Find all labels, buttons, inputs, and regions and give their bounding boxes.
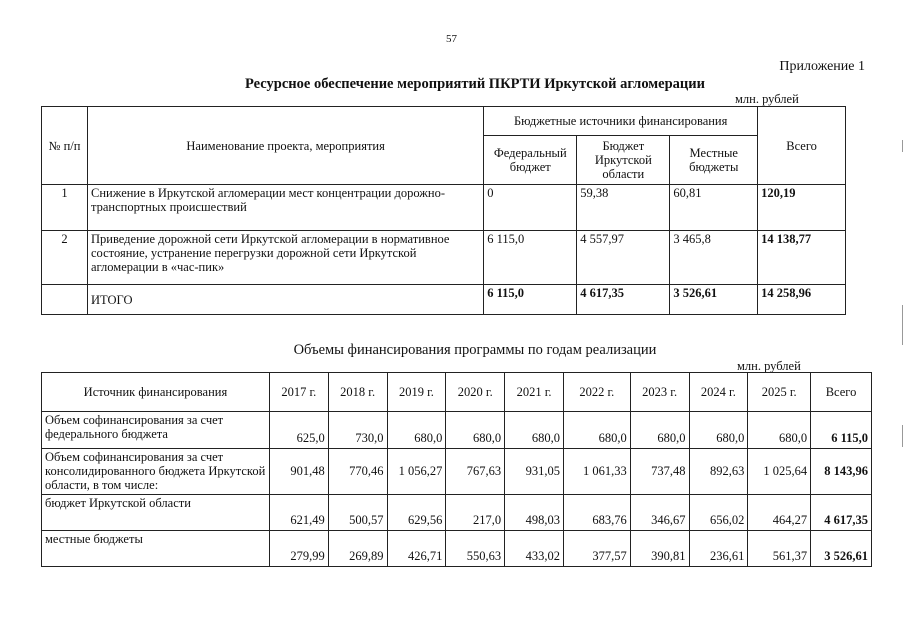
row-value: 1 056,27: [387, 449, 446, 495]
row-federal: 6 115,0: [484, 231, 577, 285]
row-value: 680,0: [387, 412, 446, 449]
header-year: 2021 г.: [505, 373, 564, 412]
row-name: Приведение дорожной сети Иркутской агломерации в нормативное состояние, устранение перегрузки дорожной сети Иркутской агломерации в «час-пик»: [88, 231, 484, 285]
row-value: 1 061,33: [563, 449, 630, 495]
scan-edge-mark: [902, 140, 903, 152]
row-value: 426,71: [387, 531, 446, 567]
table2-title: Объемы финансирования программы по годам реализации: [293, 342, 657, 358]
total-local: 3 526,61: [670, 285, 758, 315]
row-value: 767,63: [446, 449, 505, 495]
row-value: 629,56: [387, 495, 446, 531]
table-row: [42, 412, 872, 449]
row-value: 433,02: [505, 531, 564, 567]
header-year: 2019 г.: [387, 373, 446, 412]
row-source: Объем софинансирования за счет федерального бюджета: [42, 412, 270, 449]
total-label: ИТОГО: [88, 285, 484, 315]
row-value: 279,99: [269, 531, 328, 567]
row-value: 1 025,64: [748, 449, 811, 495]
row-local: 3 465,8: [670, 231, 758, 285]
row-value: 550,63: [446, 531, 505, 567]
row-total: 6 115,0: [811, 412, 872, 449]
table1-title: Ресурсное обеспечение мероприятий ПКРТИ Иркутской агломерации: [245, 76, 705, 92]
table2-unit: млн. рублей: [737, 359, 801, 373]
page-number: 57: [446, 33, 457, 45]
table-row: [42, 185, 846, 231]
row-value: 680,0: [505, 412, 564, 449]
row-total: 8 143,96: [811, 449, 872, 495]
header-name: Наименование проекта, мероприятия: [88, 107, 484, 185]
row-value: 680,0: [563, 412, 630, 449]
table-header-row: [42, 373, 872, 412]
row-value: 346,67: [630, 495, 689, 531]
header-local: Местные бюджеты: [670, 136, 758, 185]
row-value: 656,02: [689, 495, 748, 531]
row-value: 269,89: [328, 531, 387, 567]
row-value: 561,37: [748, 531, 811, 567]
header-total: Всего: [758, 107, 846, 185]
row-value: 730,0: [328, 412, 387, 449]
row-value: 500,57: [328, 495, 387, 531]
row-no: 1: [42, 185, 88, 231]
total-no: [42, 285, 88, 315]
row-name: Снижение в Иркутской агломерации мест концентрации дорожно-транспортных происшествий: [88, 185, 484, 231]
header-source: Источник финансирования: [42, 373, 270, 412]
scan-edge-mark: [902, 425, 903, 447]
header-year: 2018 г.: [328, 373, 387, 412]
row-value: 680,0: [748, 412, 811, 449]
row-source: Объем софинансирования за счет консолидированного бюджета Иркутской области, в том числе:: [42, 449, 270, 495]
row-source: бюджет Иркутской области: [42, 495, 270, 531]
row-total: 120,19: [758, 185, 846, 231]
row-total: 14 138,77: [758, 231, 846, 285]
row-value: 683,76: [563, 495, 630, 531]
header-year: 2017 г.: [269, 373, 328, 412]
table1-unit: млн. рублей: [735, 92, 799, 106]
row-federal: 0: [484, 185, 577, 231]
scan-edge-mark: [902, 305, 903, 345]
row-value: 377,57: [563, 531, 630, 567]
header-federal: Федеральный бюджет: [484, 136, 577, 185]
header-year: 2024 г.: [689, 373, 748, 412]
header-year: 2022 г.: [563, 373, 630, 412]
header-total: Всего: [811, 373, 872, 412]
table-row: [42, 531, 872, 567]
row-local: 60,81: [670, 185, 758, 231]
row-value: 236,61: [689, 531, 748, 567]
header-no: № п/п: [42, 107, 88, 185]
header-year: 2020 г.: [446, 373, 505, 412]
row-value: 217,0: [446, 495, 505, 531]
appendix-label: Приложение 1: [779, 59, 865, 74]
row-value: 680,0: [630, 412, 689, 449]
table-row: [42, 495, 872, 531]
table-row: [42, 231, 846, 285]
row-value: 680,0: [689, 412, 748, 449]
yearly-funding-table: [41, 372, 872, 567]
total-total: 14 258,96: [758, 285, 846, 315]
total-row: [42, 285, 846, 315]
row-value: 737,48: [630, 449, 689, 495]
row-value: 901,48: [269, 449, 328, 495]
row-value: 625,0: [269, 412, 328, 449]
row-value: 464,27: [748, 495, 811, 531]
row-value: 621,49: [269, 495, 328, 531]
row-regional: 4 557,97: [577, 231, 670, 285]
row-value: 680,0: [446, 412, 505, 449]
row-no: 2: [42, 231, 88, 285]
header-regional: Бюджет Иркутской области: [577, 136, 670, 185]
table-row: [42, 449, 872, 495]
total-regional: 4 617,35: [577, 285, 670, 315]
row-value: 892,63: [689, 449, 748, 495]
header-year: 2023 г.: [630, 373, 689, 412]
table-header-row: [42, 107, 846, 136]
row-value: 390,81: [630, 531, 689, 567]
row-source: местные бюджеты: [42, 531, 270, 567]
row-value: 931,05: [505, 449, 564, 495]
resource-table: [41, 106, 846, 315]
header-budget-group: Бюджетные источники финансирования: [484, 107, 758, 136]
row-regional: 59,38: [577, 185, 670, 231]
header-year: 2025 г.: [748, 373, 811, 412]
row-value: 498,03: [505, 495, 564, 531]
row-total: 3 526,61: [811, 531, 872, 567]
row-value: 770,46: [328, 449, 387, 495]
total-federal: 6 115,0: [484, 285, 577, 315]
row-total: 4 617,35: [811, 495, 872, 531]
